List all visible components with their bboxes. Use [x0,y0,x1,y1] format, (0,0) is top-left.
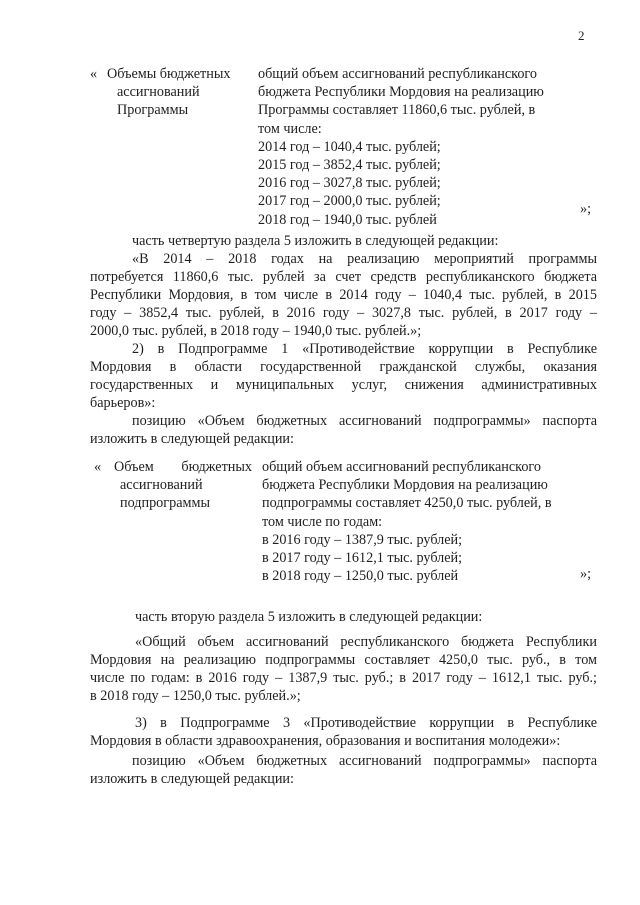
block1-right-line: 2017 год – 2000,0 тыс. рублей; [258,193,441,210]
item2-line: Мордовия в области государственной гражданской службы, оказания [90,359,597,375]
block1-right-cell [258,65,544,229]
block1-right-line: 2014 год – 1040,4 тыс. рублей; [258,138,441,155]
para1-intro: часть четвертую раздела 5 изложить в следующей редакции: [132,233,499,249]
item2-line: государственных и муниципальных услуг, снижения административных [90,377,597,393]
block2-left-cell [114,458,252,513]
para1-line: 2000,0 тыс. рублей, в 2018 году – 1940,0 тыс. рублей.»; [90,323,422,339]
para2-intro: часть вторую раздела 5 изложить в следующей редакции: [135,609,483,625]
para2-line: Мордовия на реализацию подпрограммы составляет 4250,0 тыс. руб., в том [90,652,597,668]
block1-right-line: общий объем ассигнований республиканского [258,66,537,82]
block2-left-line: подпрограммы [120,495,210,512]
page-number: 2 [578,28,585,43]
para2-line: числе по годам: в 2016 году – 1387,9 тыс. руб.; в 2017 году – 1612,1 тыс. руб.; [90,670,597,686]
block2-right-line: подпрограммы составляет 4250,0 тыс. рублей, в [262,495,552,512]
block2-right-line: в 2017 году – 1612,1 тыс. рублей; [262,550,463,567]
block2-right-line: в 2016 году – 1387,9 тыс. рублей; [262,531,463,548]
item2-line: барьеров»: [90,395,156,411]
block2-right-line: в 2018 году – 1250,0 тыс. рублей [262,568,459,585]
block2-right-line: общий объем ассигнований республиканского [262,459,541,475]
block1-left-cell [107,65,230,120]
block1-left-line: Программы [117,102,189,119]
item2-position-line: позицию «Объем бюджетных ассигнований подпрограммы» паспорта [132,413,597,429]
block2-right-cell [262,458,552,585]
block1-right-line: 2016 год – 3027,8 тыс. рублей; [258,175,441,192]
block2-right-line: том числе по годам: [262,513,383,530]
item3-line: 3) в Подпрограмме 3 «Противодействие коррупции в Республике [135,715,597,731]
block1-close-quote: »; [580,201,592,217]
item2-line: 2) в Подпрограмме 1 «Противодействие коррупции в Республике [132,341,597,357]
block1-right-line: бюджета Республики Мордовия на реализацию [258,84,544,101]
block2-left-line: ассигнований [120,477,203,494]
block1-right-line: том числе: [258,120,322,137]
block2-right-line: бюджета Республики Мордовия на реализацию [262,477,548,494]
block1-right-line: 2018 год – 1940,0 тыс. рублей [258,211,437,228]
block1-left-line: Объемы бюджетных [107,66,231,82]
para1-line: «В 2014 – 2018 годах на реализацию мероприятий программы [132,251,597,267]
item2-position-line: изложить в следующей редакции: [90,431,294,447]
block1-right-line: Программы составляет 11860,6 тыс. рублей, в [258,102,536,119]
para1-line: Республики Мордовия, в том числе в 2014 году – 1040,4 тыс. рублей, в 2015 [90,287,597,303]
block2-left-line: Объем бюджетных [114,459,252,475]
para1-line: году – 3852,4 тыс. рублей, в 2016 году – 3027,8 тыс. рублей, в 2017 году – [90,305,597,321]
para2-line: «Общий объем ассигнований республиканского бюджета Республики [135,634,597,650]
block2-open-quote: « [94,459,102,475]
para2-line: в 2018 году – 1250,0 тыс. рублей.»; [90,688,301,704]
block1-left-line: ассигнований [117,84,200,101]
item3-line: Мордовия в области здравоохранения, образования и воспитания молодежи»: [90,733,561,749]
item3-position-line: позицию «Объем бюджетных ассигнований подпрограммы» паспорта [132,753,597,769]
para1-line: потребуется 11860,6 тыс. рублей за счет средств республиканского бюджета [90,269,597,285]
block2-close-quote: »; [580,566,592,582]
item3-position-line: изложить в следующей редакции: [90,771,294,787]
block1-open-quote: « [90,66,98,82]
block1-right-line: 2015 год – 3852,4 тыс. рублей; [258,157,441,174]
